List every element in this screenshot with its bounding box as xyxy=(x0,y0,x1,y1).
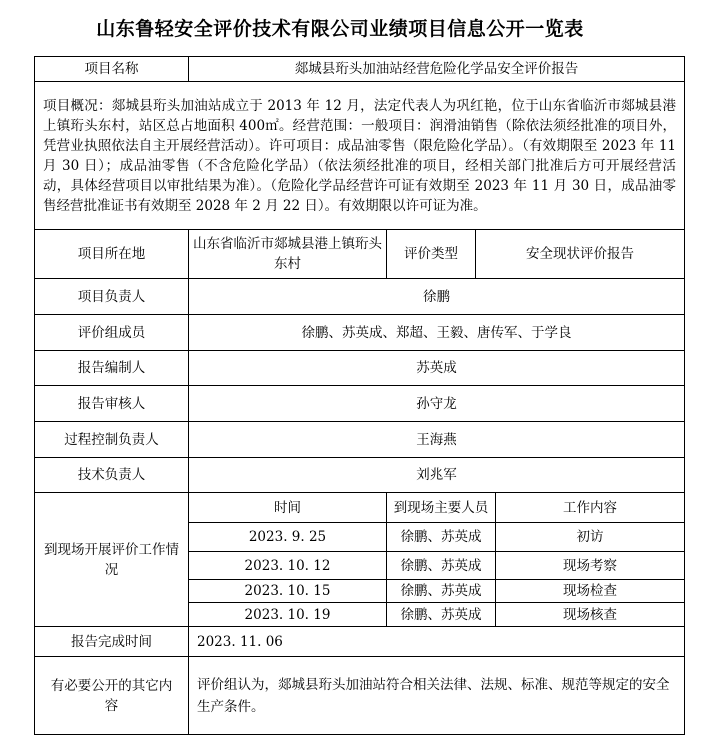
project-info-table xyxy=(34,56,685,735)
site-visit-staff: 徐鹏、苏英成 xyxy=(387,580,496,603)
page-title: 山东鲁轻安全评价技术有限公司业绩项目信息公开一览表 xyxy=(96,18,584,40)
location-value: 山东省临沂市郯城县港上镇珩头东村 xyxy=(189,230,387,279)
site-visit-header-work: 工作内容 xyxy=(496,493,685,523)
person-label: 项目负责人 xyxy=(35,279,189,315)
person-label: 技术负责人 xyxy=(35,458,189,493)
person-row xyxy=(35,315,685,351)
site-visit-work: 现场核查 xyxy=(496,603,685,627)
site-visit-staff: 徐鹏、苏英成 xyxy=(387,523,496,552)
person-row xyxy=(35,458,685,493)
site-visit-header-staff: 到现场主要人员 xyxy=(387,493,496,523)
site-visit-work: 现场考察 xyxy=(496,552,685,580)
project-overview: 项目概况：郯城县珩头加油站成立于 2013 年 12 月，法定代表人为巩红艳，位于山东省临沂市郯城县港上镇珩头东村，站区总占地面积 400㎡。经营范围：一般项目：润滑油销售（除依法须经批准的项目外，凭营业执照依法自主开展经营活动）。许可项目：成品油零售（限危险化学品）。（有效期限至 2023 年 11 月 30 日）；成品油零售（不含危险化学品）（依法须经批准的项目，经相关部门批准后方可开展经营活动，具体经营项目以审批结果为准）。（危险化学品经营许可证有效期至 2023 年 11 月 30 日，成品油零售经营批准证书有效期至 2028 年 2 月 22 日）。有效期限以许可证为准。 xyxy=(35,82,685,230)
person-value: 苏英成 xyxy=(189,351,685,386)
person-value: 徐鹏、苏英成、郑超、王毅、唐传军、于学良 xyxy=(189,315,685,351)
completion-value: 2023. 11. 06 xyxy=(189,627,685,657)
other-row xyxy=(35,657,685,735)
site-visit-date: 2023. 10. 19 xyxy=(189,603,387,627)
eval-type-value: 安全现状评价报告 xyxy=(476,230,685,279)
site-visit-work: 现场检查 xyxy=(496,580,685,603)
project-name-row xyxy=(35,57,685,82)
person-row xyxy=(35,422,685,458)
person-label: 报告审核人 xyxy=(35,386,189,422)
person-value: 徐鹏 xyxy=(189,279,685,315)
overview-row xyxy=(35,82,685,230)
person-row xyxy=(35,386,685,422)
site-visit-staff: 徐鹏、苏英成 xyxy=(387,603,496,627)
completion-row xyxy=(35,627,685,657)
project-name-label: 项目名称 xyxy=(35,57,189,82)
location-label: 项目所在地 xyxy=(35,230,189,279)
eval-type-label: 评价类型 xyxy=(387,230,476,279)
other-value: 评价组认为，郯城县珩头加油站符合相关法律、法规、标准、规范等规定的安全生产条件。 xyxy=(189,657,685,735)
site-visit-date: 2023. 10. 15 xyxy=(189,580,387,603)
person-value: 孙守龙 xyxy=(189,386,685,422)
person-row xyxy=(35,351,685,386)
person-row xyxy=(35,279,685,315)
site-visit-work: 初访 xyxy=(496,523,685,552)
location-row xyxy=(35,230,685,279)
person-label: 过程控制负责人 xyxy=(35,422,189,458)
person-value: 刘兆军 xyxy=(189,458,685,493)
site-visit-staff: 徐鹏、苏英成 xyxy=(387,552,496,580)
site-visit-header-row xyxy=(35,493,685,523)
person-value: 王海燕 xyxy=(189,422,685,458)
person-label: 评价组成员 xyxy=(35,315,189,351)
site-visit-date: 2023. 10. 12 xyxy=(189,552,387,580)
site-visit-date: 2023. 9. 25 xyxy=(189,523,387,552)
person-label: 报告编制人 xyxy=(35,351,189,386)
project-name-value: 郯城县珩头加油站经营危险化学品安全评价报告 xyxy=(189,57,685,82)
site-visit-label: 到现场开展评价工作情况 xyxy=(35,493,189,627)
site-visit-header-date: 时间 xyxy=(189,493,387,523)
other-label: 有必要公开的其它内容 xyxy=(35,657,189,735)
completion-label: 报告完成时间 xyxy=(35,627,189,657)
